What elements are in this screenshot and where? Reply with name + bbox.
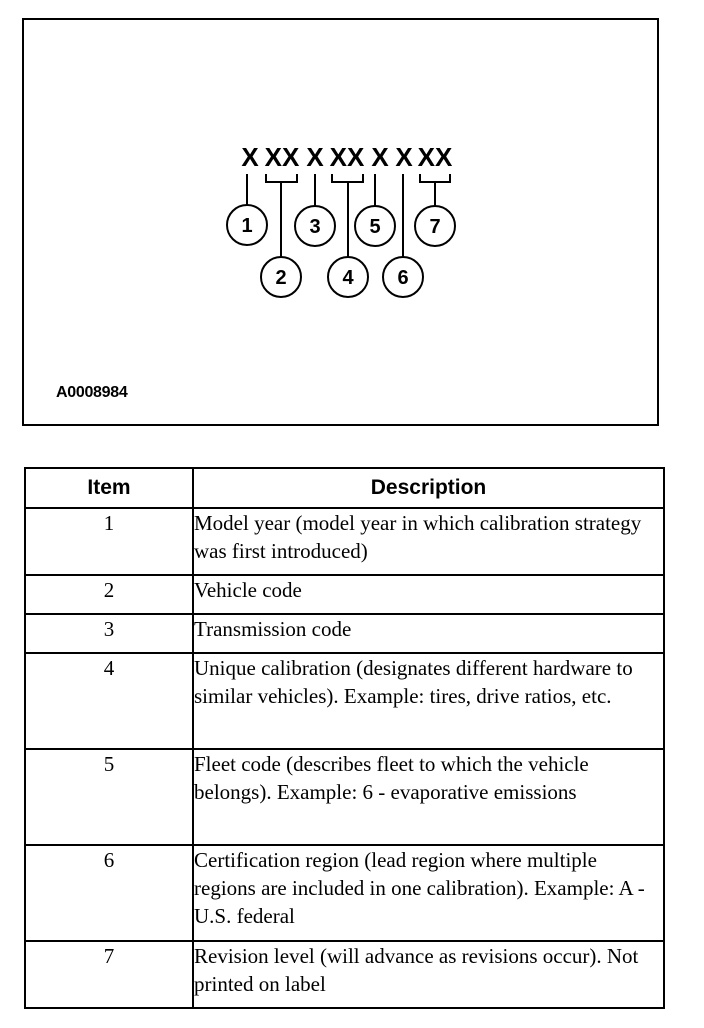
item-number: 3 xyxy=(25,614,193,653)
item-description: Certification region (lead region where multiple regions are included in one calibration). Example: A - U.S. federal xyxy=(193,845,664,941)
item-description: Unique calibration (designates different hardware to similar vehicles). Example: tires, drive ratios, etc. xyxy=(193,653,664,749)
code-char-6: X xyxy=(395,142,413,172)
item-description: Revision level (will advance as revisions occur). Not printed on label xyxy=(193,941,664,1008)
bracket-7 xyxy=(420,174,450,182)
table-row xyxy=(25,508,664,575)
table-header-row xyxy=(25,468,664,508)
item-description: Transmission code xyxy=(193,614,664,653)
item-description: Model year (model year in which calibration strategy was first introduced) xyxy=(193,508,664,575)
calibration-code-diagram xyxy=(24,20,657,424)
item-number: 6 xyxy=(25,845,193,941)
item-number: 7 xyxy=(25,941,193,1008)
table-row xyxy=(25,749,664,845)
item-description: Fleet code (describes fleet to which the vehicle belongs). Example: 6 - evaporative emissions xyxy=(193,749,664,845)
figure-id: A0008984 xyxy=(56,384,128,401)
item-number: 4 xyxy=(25,653,193,749)
table-row xyxy=(25,575,664,614)
code-char-5: X xyxy=(371,142,389,172)
table-row xyxy=(25,614,664,653)
table-row xyxy=(25,845,664,941)
table-row xyxy=(25,653,664,749)
table-row xyxy=(25,941,664,1008)
callout-number-2: 2 xyxy=(275,267,287,289)
code-char-4: XX xyxy=(329,142,365,172)
header-description: Description xyxy=(193,468,664,508)
callout-number-5: 5 xyxy=(369,216,381,238)
callout-number-6: 6 xyxy=(397,267,409,289)
code-char-2: XX xyxy=(264,142,300,172)
item-number: 5 xyxy=(25,749,193,845)
calibration-code-figure xyxy=(22,18,659,426)
code-char-3: X xyxy=(306,142,324,172)
item-number: 2 xyxy=(25,575,193,614)
callout-number-7: 7 xyxy=(429,216,441,238)
code-char-7: XX xyxy=(417,142,453,172)
item-number: 1 xyxy=(25,508,193,575)
bracket-2 xyxy=(266,174,297,182)
item-description-table xyxy=(24,467,665,1009)
callout-number-1: 1 xyxy=(241,215,253,237)
item-description: Vehicle code xyxy=(193,575,664,614)
callout-number-4: 4 xyxy=(342,267,354,289)
code-char-1: X xyxy=(241,142,259,172)
header-item: Item xyxy=(25,468,193,508)
bracket-4 xyxy=(332,174,363,182)
callout-number-3: 3 xyxy=(309,216,321,238)
